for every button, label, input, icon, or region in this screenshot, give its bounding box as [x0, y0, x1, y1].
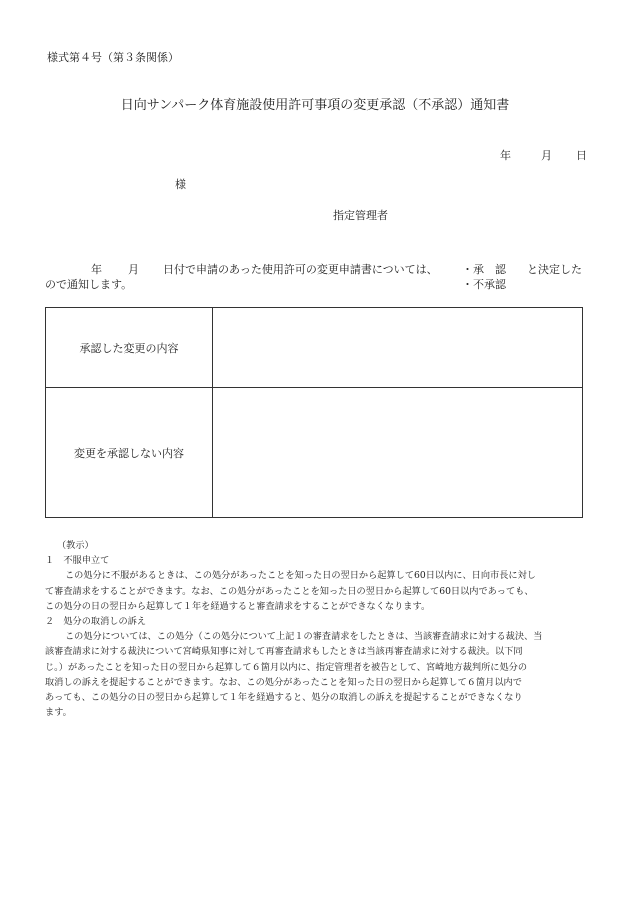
option-reject: ・不承認 [462, 278, 506, 291]
lawsuit-text-line: あっても、この処分の日の翌日から起算して１年を経過すると、処分の取消しの訴えを提起することができなくなり [45, 692, 523, 704]
approved-change-row [46, 308, 583, 388]
body-text: 日付で申請のあった使用許可の変更申請書については、 [163, 263, 438, 276]
issuer-label: 指定管理者 [333, 209, 388, 222]
instructions-section [45, 538, 593, 720]
lawsuit-text-line: この処分については、この処分（この処分について上記１の審査請求をしたときは、当該審査請求に対する裁決、当 [65, 631, 543, 643]
approved-change-label: 承認した変更の内容 [46, 308, 213, 388]
change-details-table [45, 307, 583, 518]
rejected-change-label: 変更を承認しない内容 [46, 388, 213, 518]
lawsuit-text-line: ます。 [45, 707, 72, 719]
body-month-label: 月 [128, 263, 139, 276]
date-day-label: 日 [576, 149, 587, 162]
option-approve: ・承 認 [462, 263, 506, 276]
date-year-label: 年 [500, 149, 511, 162]
rejected-change-value [213, 388, 583, 518]
lawsuit-text-line: じ。）があったことを知った日の翌日から起算して６箇月以内に、指定管理者を被告として、宮崎地方裁判所に処分の [45, 661, 528, 673]
document-title: 日向サンパーク体育施設使用許可事項の変更承認（不承認）通知書 [120, 98, 510, 113]
body-year-label: 年 [91, 263, 102, 276]
body-continuation: ので通知します。 [45, 278, 133, 291]
addressee-suffix: 様 [175, 178, 186, 191]
lawsuit-section-title: ２ 処分の取消しの訴え [45, 616, 147, 628]
appeal-text-line: この処分に不服があるときは、この処分があったことを知った日の翌日から起算して60日以内に、日向市長に対し [65, 570, 536, 582]
instructions-heading: （教示） [57, 540, 94, 551]
form-number: 様式第４号（第３条関係） [47, 51, 179, 64]
lawsuit-text-line: 該審査請求に対する裁決について宮崎県知事に対して再審査請求もしたときは当該再審査請求に対する裁決。以下同 [45, 646, 523, 658]
appeal-section-title: １ 不服申立て [45, 555, 110, 567]
rejected-change-row [46, 388, 583, 518]
appeal-text-line: て審査請求をすることができます。なお、この処分があったことを知った日の翌日から起算して60日以内であっても、 [45, 585, 534, 597]
body-decided: と決定した [527, 263, 582, 276]
appeal-text-line: この処分の日の翌日から起算して１年を経過すると審査請求をすることができなくなります。 [45, 600, 431, 612]
date-month-label: 月 [541, 149, 552, 162]
lawsuit-text-line: 取消しの訴えを提起することができます。なお、この処分があったことを知った日の翌日から起算して６箇月以内で [45, 676, 522, 688]
approved-change-value [213, 308, 583, 388]
